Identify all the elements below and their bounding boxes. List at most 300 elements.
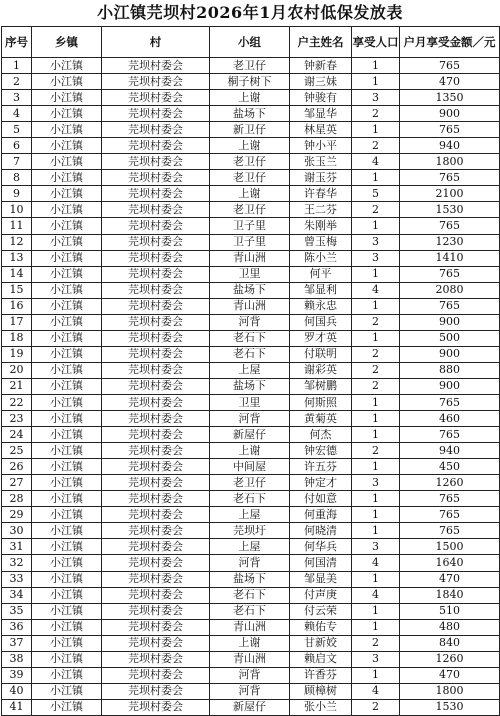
village-cell: 芫坝村委会 (102, 699, 210, 715)
village-cell: 芫坝村委会 (102, 58, 210, 74)
householder-cell: 付如意 (290, 491, 352, 507)
table-row (2, 394, 500, 410)
town-cell: 小江镇 (32, 154, 102, 170)
amount-cell: 450 (400, 459, 500, 475)
people-cell: 1 (352, 122, 400, 138)
table-row (2, 346, 500, 362)
table-header-row (2, 27, 500, 58)
village-cell: 芫坝村委会 (102, 491, 210, 507)
serial-cell: 18 (2, 330, 32, 346)
town-cell: 小江镇 (32, 74, 102, 90)
serial-cell: 41 (2, 699, 32, 715)
village-cell: 芫坝村委会 (102, 186, 210, 202)
amount-cell: 2100 (400, 186, 500, 202)
village-cell: 芫坝村委会 (102, 635, 210, 651)
village-cell: 芫坝村委会 (102, 154, 210, 170)
group-cell: 河背 (210, 314, 290, 330)
serial-cell: 30 (2, 523, 32, 539)
village-cell: 芫坝村委会 (102, 443, 210, 459)
town-cell: 小江镇 (32, 635, 102, 651)
householder-cell: 何国清 (290, 555, 352, 571)
table-row (2, 635, 500, 651)
amount-cell: 1500 (400, 539, 500, 555)
serial-cell: 26 (2, 459, 32, 475)
people-cell: 1 (352, 619, 400, 635)
householder-cell: 何杰 (290, 427, 352, 443)
group-cell: 中间屋 (210, 459, 290, 475)
householder-cell: 何晓清 (290, 523, 352, 539)
table-row (2, 523, 500, 539)
village-cell: 芫坝村委会 (102, 362, 210, 378)
town-cell: 小江镇 (32, 475, 102, 491)
people-cell: 1 (352, 523, 400, 539)
amount-cell: 1640 (400, 555, 500, 571)
serial-cell: 36 (2, 619, 32, 635)
people-cell: 2 (352, 362, 400, 378)
people-cell: 2 (352, 378, 400, 394)
town-cell: 小江镇 (32, 106, 102, 122)
people-cell: 4 (352, 587, 400, 603)
village-cell: 芫坝村委会 (102, 394, 210, 410)
serial-cell: 16 (2, 298, 32, 314)
group-cell: 老石下 (210, 491, 290, 507)
group-cell: 芫坝圩 (210, 523, 290, 539)
serial-cell: 37 (2, 635, 32, 651)
town-cell: 小江镇 (32, 667, 102, 683)
people-cell: 1 (352, 170, 400, 186)
householder-cell: 钟定才 (290, 475, 352, 491)
group-cell: 上屋 (210, 507, 290, 523)
people-cell: 3 (352, 539, 400, 555)
serial-cell: 11 (2, 218, 32, 234)
village-cell: 芫坝村委会 (102, 90, 210, 106)
town-cell: 小江镇 (32, 571, 102, 587)
people-cell: 1 (352, 330, 400, 346)
town-cell: 小江镇 (32, 234, 102, 250)
serial-cell: 20 (2, 362, 32, 378)
householder-cell: 赖永忠 (290, 298, 352, 314)
serial-cell: 5 (2, 122, 32, 138)
town-cell: 小江镇 (32, 122, 102, 138)
town-cell: 小江镇 (32, 330, 102, 346)
group-cell: 青山洲 (210, 250, 290, 266)
table-row (2, 58, 500, 74)
table-row (2, 507, 500, 523)
town-cell: 小江镇 (32, 699, 102, 715)
amount-cell: 900 (400, 106, 500, 122)
table-row (2, 218, 500, 234)
table-row (2, 122, 500, 138)
header-town: 乡镇 (32, 27, 102, 58)
group-cell: 上谢 (210, 138, 290, 154)
group-cell: 河背 (210, 411, 290, 427)
group-cell: 卫里 (210, 394, 290, 410)
group-cell: 上谢 (210, 443, 290, 459)
table-row (2, 459, 500, 475)
table-row (2, 555, 500, 571)
table-row (2, 330, 500, 346)
town-cell: 小江镇 (32, 491, 102, 507)
serial-cell: 28 (2, 491, 32, 507)
table-row (2, 106, 500, 122)
people-cell: 3 (352, 651, 400, 667)
serial-cell: 12 (2, 234, 32, 250)
amount-cell: 765 (400, 218, 500, 234)
town-cell: 小江镇 (32, 282, 102, 298)
group-cell: 卫里 (210, 266, 290, 282)
header-village: 村 (102, 27, 210, 58)
town-cell: 小江镇 (32, 683, 102, 699)
village-cell: 芫坝村委会 (102, 603, 210, 619)
town-cell: 小江镇 (32, 218, 102, 234)
serial-cell: 22 (2, 394, 32, 410)
table-row (2, 699, 500, 715)
amount-cell: 900 (400, 314, 500, 330)
table-row (2, 154, 500, 170)
town-cell: 小江镇 (32, 170, 102, 186)
village-cell: 芫坝村委会 (102, 427, 210, 443)
group-cell: 上谢 (210, 90, 290, 106)
serial-cell: 9 (2, 186, 32, 202)
householder-cell: 林星英 (290, 122, 352, 138)
householder-cell: 付云荣 (290, 603, 352, 619)
table-row (2, 475, 500, 491)
village-cell: 芫坝村委会 (102, 266, 210, 282)
group-cell: 河背 (210, 555, 290, 571)
householder-cell: 邹树鹏 (290, 378, 352, 394)
village-cell: 芫坝村委会 (102, 170, 210, 186)
householder-cell: 邹显利 (290, 282, 352, 298)
serial-cell: 29 (2, 507, 32, 523)
village-cell: 芫坝村委会 (102, 459, 210, 475)
householder-cell: 谢彩英 (290, 362, 352, 378)
amount-cell: 1260 (400, 651, 500, 667)
town-cell: 小江镇 (32, 90, 102, 106)
people-cell: 1 (352, 411, 400, 427)
header-householder: 户主姓名 (290, 27, 352, 58)
village-cell: 芫坝村委会 (102, 411, 210, 427)
serial-cell: 25 (2, 443, 32, 459)
village-cell: 芫坝村委会 (102, 202, 210, 218)
table-body (2, 58, 500, 716)
group-cell: 新屋仔 (210, 699, 290, 715)
amount-cell: 840 (400, 635, 500, 651)
village-cell: 芫坝村委会 (102, 314, 210, 330)
amount-cell: 460 (400, 411, 500, 427)
amount-cell: 765 (400, 427, 500, 443)
amount-cell: 2080 (400, 282, 500, 298)
town-cell: 小江镇 (32, 603, 102, 619)
serial-cell: 23 (2, 411, 32, 427)
village-cell: 芫坝村委会 (102, 507, 210, 523)
amount-cell: 900 (400, 378, 500, 394)
people-cell: 5 (352, 186, 400, 202)
serial-cell: 38 (2, 651, 32, 667)
table-row (2, 571, 500, 587)
table-row (2, 74, 500, 90)
village-cell: 芫坝村委会 (102, 298, 210, 314)
people-cell: 3 (352, 90, 400, 106)
village-cell: 芫坝村委会 (102, 475, 210, 491)
group-cell: 老卫仔 (210, 170, 290, 186)
village-cell: 芫坝村委会 (102, 250, 210, 266)
header-serial: 序号 (2, 27, 32, 58)
town-cell: 小江镇 (32, 427, 102, 443)
serial-cell: 6 (2, 138, 32, 154)
amount-cell: 1530 (400, 202, 500, 218)
people-cell: 2 (352, 443, 400, 459)
town-cell: 小江镇 (32, 459, 102, 475)
people-cell: 1 (352, 394, 400, 410)
village-cell: 芫坝村委会 (102, 234, 210, 250)
people-cell: 2 (352, 202, 400, 218)
householder-cell: 钟骏有 (290, 90, 352, 106)
householder-cell: 朱刚举 (290, 218, 352, 234)
serial-cell: 40 (2, 683, 32, 699)
village-cell: 芫坝村委会 (102, 587, 210, 603)
amount-cell: 765 (400, 523, 500, 539)
householder-cell: 付联明 (290, 346, 352, 362)
householder-cell: 钟小平 (290, 138, 352, 154)
people-cell: 3 (352, 475, 400, 491)
serial-cell: 39 (2, 667, 32, 683)
village-cell: 芫坝村委会 (102, 138, 210, 154)
people-cell: 4 (352, 282, 400, 298)
householder-cell: 黄菊英 (290, 411, 352, 427)
village-cell: 芫坝村委会 (102, 330, 210, 346)
town-cell: 小江镇 (32, 58, 102, 74)
serial-cell: 2 (2, 74, 32, 90)
householder-cell: 邹显华 (290, 106, 352, 122)
householder-cell: 许香芬 (290, 667, 352, 683)
table-row (2, 170, 500, 186)
amount-cell: 470 (400, 571, 500, 587)
amount-cell: 765 (400, 266, 500, 282)
table-row (2, 202, 500, 218)
people-cell: 1 (352, 58, 400, 74)
group-cell: 老卫仔 (210, 202, 290, 218)
householder-cell: 曾玉梅 (290, 234, 352, 250)
town-cell: 小江镇 (32, 314, 102, 330)
village-cell: 芫坝村委会 (102, 106, 210, 122)
people-cell: 1 (352, 298, 400, 314)
group-cell: 新卫仔 (210, 122, 290, 138)
village-cell: 芫坝村委会 (102, 667, 210, 683)
householder-cell: 何平 (290, 266, 352, 282)
amount-cell: 500 (400, 330, 500, 346)
table-row (2, 362, 500, 378)
householder-cell: 钟新春 (290, 58, 352, 74)
amount-cell: 1260 (400, 475, 500, 491)
group-cell: 上谢 (210, 186, 290, 202)
householder-cell: 谢玉芬 (290, 170, 352, 186)
group-cell: 青山洲 (210, 298, 290, 314)
table-row (2, 587, 500, 603)
people-cell: 1 (352, 491, 400, 507)
town-cell: 小江镇 (32, 250, 102, 266)
town-cell: 小江镇 (32, 186, 102, 202)
village-cell: 芫坝村委会 (102, 378, 210, 394)
town-cell: 小江镇 (32, 523, 102, 539)
serial-cell: 34 (2, 587, 32, 603)
serial-cell: 33 (2, 571, 32, 587)
serial-cell: 19 (2, 346, 32, 362)
amount-cell: 765 (400, 58, 500, 74)
page-title: 小江镇芫坝村2026年1月农村低保发放表 (97, 3, 403, 22)
group-cell: 青山洲 (210, 651, 290, 667)
amount-cell: 880 (400, 362, 500, 378)
table-row (2, 90, 500, 106)
header-people: 享受人口 (352, 27, 400, 58)
amount-cell: 470 (400, 667, 500, 683)
group-cell: 青山洲 (210, 619, 290, 635)
group-cell: 盐场下 (210, 571, 290, 587)
householder-cell: 顾樟树 (290, 683, 352, 699)
serial-cell: 17 (2, 314, 32, 330)
table-row (2, 603, 500, 619)
amount-cell: 1230 (400, 234, 500, 250)
people-cell: 2 (352, 314, 400, 330)
serial-cell: 24 (2, 427, 32, 443)
people-cell: 1 (352, 571, 400, 587)
group-cell: 河背 (210, 667, 290, 683)
serial-cell: 14 (2, 266, 32, 282)
people-cell: 1 (352, 427, 400, 443)
town-cell: 小江镇 (32, 362, 102, 378)
householder-cell: 罗才英 (290, 330, 352, 346)
table-row (2, 427, 500, 443)
village-cell: 芫坝村委会 (102, 571, 210, 587)
allowance-table (1, 26, 500, 716)
town-cell: 小江镇 (32, 411, 102, 427)
people-cell: 4 (352, 154, 400, 170)
people-cell: 2 (352, 699, 400, 715)
people-cell: 2 (352, 346, 400, 362)
amount-cell: 940 (400, 138, 500, 154)
town-cell: 小江镇 (32, 619, 102, 635)
group-cell: 上谢 (210, 635, 290, 651)
header-amount: 户月享受金额／元 (400, 27, 500, 58)
householder-cell: 许春华 (290, 186, 352, 202)
people-cell: 1 (352, 74, 400, 90)
group-cell: 卫子里 (210, 234, 290, 250)
serial-cell: 27 (2, 475, 32, 491)
householder-cell: 何华兵 (290, 539, 352, 555)
householder-cell: 邹显美 (290, 571, 352, 587)
amount-cell: 1410 (400, 250, 500, 266)
table-row (2, 667, 500, 683)
householder-cell: 钟宏德 (290, 443, 352, 459)
village-cell: 芫坝村委会 (102, 539, 210, 555)
town-cell: 小江镇 (32, 202, 102, 218)
serial-cell: 32 (2, 555, 32, 571)
householder-cell: 赖启文 (290, 651, 352, 667)
village-cell: 芫坝村委会 (102, 346, 210, 362)
group-cell: 老石下 (210, 587, 290, 603)
table-row (2, 250, 500, 266)
people-cell: 1 (352, 218, 400, 234)
people-cell: 1 (352, 667, 400, 683)
people-cell: 1 (352, 603, 400, 619)
amount-cell: 470 (400, 74, 500, 90)
table-row (2, 186, 500, 202)
town-cell: 小江镇 (32, 298, 102, 314)
amount-cell: 765 (400, 491, 500, 507)
group-cell: 卫子里 (210, 218, 290, 234)
town-cell: 小江镇 (32, 346, 102, 362)
table-row (2, 443, 500, 459)
amount-cell: 765 (400, 170, 500, 186)
householder-cell: 陈小兰 (290, 250, 352, 266)
serial-cell: 4 (2, 106, 32, 122)
amount-cell: 900 (400, 346, 500, 362)
serial-cell: 15 (2, 282, 32, 298)
table-row (2, 378, 500, 394)
householder-cell: 张小兰 (290, 699, 352, 715)
people-cell: 1 (352, 266, 400, 282)
group-cell: 上屋 (210, 539, 290, 555)
people-cell: 4 (352, 683, 400, 699)
town-cell: 小江镇 (32, 555, 102, 571)
table-row (2, 234, 500, 250)
people-cell: 3 (352, 234, 400, 250)
village-cell: 芫坝村委会 (102, 683, 210, 699)
table-row (2, 491, 500, 507)
householder-cell: 何斯照 (290, 394, 352, 410)
amount-cell: 1530 (400, 699, 500, 715)
group-cell: 上屋 (210, 362, 290, 378)
table-row (2, 282, 500, 298)
town-cell: 小江镇 (32, 378, 102, 394)
serial-cell: 7 (2, 154, 32, 170)
amount-cell: 480 (400, 619, 500, 635)
town-cell: 小江镇 (32, 651, 102, 667)
village-cell: 芫坝村委会 (102, 651, 210, 667)
serial-cell: 3 (2, 90, 32, 106)
people-cell: 2 (352, 138, 400, 154)
town-cell: 小江镇 (32, 443, 102, 459)
group-cell: 盐场下 (210, 106, 290, 122)
village-cell: 芫坝村委会 (102, 619, 210, 635)
people-cell: 2 (352, 106, 400, 122)
householder-cell: 何国兵 (290, 314, 352, 330)
table-row (2, 298, 500, 314)
householder-cell: 何重海 (290, 507, 352, 523)
group-cell: 老卫仔 (210, 154, 290, 170)
table-row (2, 619, 500, 635)
village-cell: 芫坝村委会 (102, 122, 210, 138)
amount-cell: 1800 (400, 154, 500, 170)
town-cell: 小江镇 (32, 539, 102, 555)
group-cell: 老石下 (210, 346, 290, 362)
table-row (2, 314, 500, 330)
amount-cell: 765 (400, 122, 500, 138)
people-cell: 1 (352, 507, 400, 523)
table-row (2, 539, 500, 555)
serial-cell: 21 (2, 378, 32, 394)
amount-cell: 1350 (400, 90, 500, 106)
village-cell: 芫坝村委会 (102, 555, 210, 571)
serial-cell: 8 (2, 170, 32, 186)
amount-cell: 765 (400, 394, 500, 410)
group-cell: 老卫仔 (210, 475, 290, 491)
serial-cell: 31 (2, 539, 32, 555)
group-cell: 老卫仔 (210, 58, 290, 74)
town-cell: 小江镇 (32, 266, 102, 282)
serial-cell: 10 (2, 202, 32, 218)
table-row (2, 138, 500, 154)
people-cell: 1 (352, 459, 400, 475)
